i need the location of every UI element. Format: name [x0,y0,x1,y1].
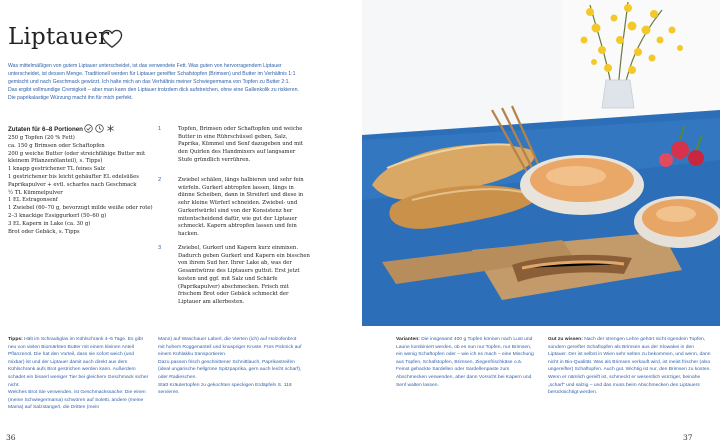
page-number-right: 37 [683,433,693,442]
vegetarian-icon [84,124,93,133]
step-number: 1 [158,126,162,132]
step-number: 2 [158,177,162,183]
food-photo [362,0,720,326]
step-number: 3 [158,245,162,251]
ingredient-item: 3 EL Kapern in Lake (ca. 30 g) [8,220,91,227]
ingredient-item: kleinem Pflanzenölanteil), s. Tipps) [8,158,103,165]
gut-zu-wissen-note [548,336,714,397]
ingredient-item: 1 EL Estragonsenf [8,197,58,204]
varianten-note [396,336,538,389]
freezer-icon [106,124,115,133]
ingredient-item: 1 Zwiebel (60–70 g, bevorzugt milde weiße oder rote) [8,205,153,212]
ingredient-item: ca. 150 g Brimsen oder Schaftopfen [8,142,105,149]
ingredient-item: 1 gestrichener bis leicht gehäufter EL edelsüßes [8,173,140,180]
ingredients-list [8,135,158,236]
varianten-text-2: Feinst gehackte Sardellen oder Sardellenpaste zum Abschmecken verwenden, aber dann Vorsicht bei Kapern und Senf walten lassen. [396,367,532,388]
varianten-label: Varianten: [396,337,420,342]
ingredient-item: ½ TL Kümmelpulver [8,189,63,196]
tipps-cont-text-2: Dazu passen frisch geschnittener Schnittlauch, Paprikastreifen (ideal ungarische hellgrüne Spitzpaprika, gern auch leicht scharf), oder Radieschen. [158,359,302,380]
tipps-text: Hält im Schraubglas im Kühlschrank 4–5 Tage. Es gibt neu von vielen Biomärkten Butter mit einem kleinen Anteil Pflanzenöl. Die hat den Vorteil, dass sie sofort weich (und mixbar) ist und der Liptauer damit auch direkt aus dem Kühlschrank aufs Brot gestrichen werden kann. Außerdem schadet ein bisserl weniger Tier bei gleichem Geschmack sicher nicht. [8,337,149,388]
step-text: Topfen, Brimsen oder Schaftopfen und weiche Butter in eine Rührschüssel geben, Salz, Paprika, Kümmel und Senf dazugeben und mit den Quirlen des Handmixers auf langsamer Stufe gründlich verrühren. [178,126,304,163]
tipps-label: Tipps: [8,337,23,342]
ingredient-item: 1 knapp gestrichener TL feines Salz [8,166,105,173]
varianten-text: Die insgesamt 400 g Topfen können nach Lust und Laune kombiniert werden, ob es nun nur Topfen, nur Brimsen, ein wenig Schaftopfen oder – wie ich es mach – eine Mischung aus Topfen, Schafstopfen, Brimsen, Ziegenfrischkäse o.ä. [396,337,534,365]
page-number-left: 36 [6,433,16,442]
tipps-note-continued [158,336,303,397]
tipps-cont-text-3: Statt Kräutertopfen zu gekochten speckigen Erdäpfeln S. 118 servieren. [158,382,292,396]
step-text: Zwiebel, Gurkerl und Kapern kurz einmixen. Dadurch geben Gurkerl und Kapern ein bisschen von ihrem Sud her. Ihrer Lake ab, was der Gesamtwürze des Liptauers guttut. Erst jetzt kosten und ggf. mit Salz und Schärfe (Paprikapulver) abschmecken. Frisch mit frischem Brot oder Gebäck schmeckt der Liptauer am allerbesten. [178,245,310,305]
page-title: Liptauer [8,24,110,50]
ingredient-item: 2–3 knackige Essiggurkerl (50–60 g) [8,212,107,219]
step-text: Zwiebel schälen, längs halbieren und sehr fein würfeln. Gurkerl abtropfen lassen, längs in dünne Scheiben, dann in Streiferl und diese in sehr kleine Würferl schneiden. Zwiebel- und Gurkerlwürfel sind von der Konsistenz her mitentscheidend dafür, wie gut der Liptauer schmeckt. Kapern abtropfen lassen und fein hacken. [178,177,304,237]
tipps-cont-text: Mann) auf Waschauer Laberl, die Vierten (ich) auf Holzofenbrot mit hohem Roggenanteil und knuspriger Kruste. Fürs Picknick auf einem Kühlakku transportieren. [158,337,302,358]
ingredients-icons [84,124,115,133]
ingredient-item: Paprikapulver + evtl. scharfes nach Geschmack [8,181,137,188]
ingredients-title: Zutaten für 6–8 Portionen [8,126,83,133]
tipps-note [8,336,150,412]
clock-icon [95,124,104,133]
ingredient-item: 200 g weiche Butter (oder streichfähige Butter mit [8,150,146,157]
gut-zu-wissen-label: Gut zu wissen: [548,337,583,342]
ingredient-item: Brot oder Gebäck, s. Tipps [8,228,80,235]
ingredient-item: 250 g Topfen (20 % Fett) [8,135,75,141]
gut-zu-wissen-text: Nach der strengen Lehre gehört nicht irgendein Topfen, sondern gereifter Schaftopfen als Brimsen aus der Slowakei in den Liptauer. Der ist selbst in Wien sehr selten zu bekommen, und wenn, dann nicht in Bio-Qualität. Was als Brimsen verkauft wird, ist meist frischer (also ungereifter) Schaftopfen. Auch gut. Wichtig ist nur, den Brimsen zu kosten. Wenn er nämlich gereift ist, schmeckt er wesentlich würziger, beinahe „scharf“ und salzig – und das muss beim Abschmecken des Liptauers berücksichtigt werden. [548,337,711,396]
intro-text: Was mittelmäßigen von gutem Liptauer unterscheidet, ist das verwendete Fett. Was guten von hervorragendem Liptauer unterscheidet, ist dessen Menge. Traditionell werden für Liptauer gereifter Schafstopfen (Brimsen) und Butter im Verhältnis 1:1 gemischt und nach Geschmack gewürzt. Ich halte mich an das Verhältnis meiner Schwiegermama von Topfen zu Butter 2:1. Das ergibt vollmundige Cremigkeit – aber man kann den Liptauer trotzdem dick aufstreichen, ohne eine Gallenkolik zu riskieren. Die paprikalastige Würzung macht ihn für mich perfekt. [8,63,299,101]
tipps-text-2: Welches Brot Sie verwenden, ist Geschmackssache: Die einen (meine Schwiegermama) schwören auf Soletti, andere (meine Mama) auf Salzstangerl, die Dritten (mein [8,390,146,411]
heart-icon[interactable] [101,29,123,49]
